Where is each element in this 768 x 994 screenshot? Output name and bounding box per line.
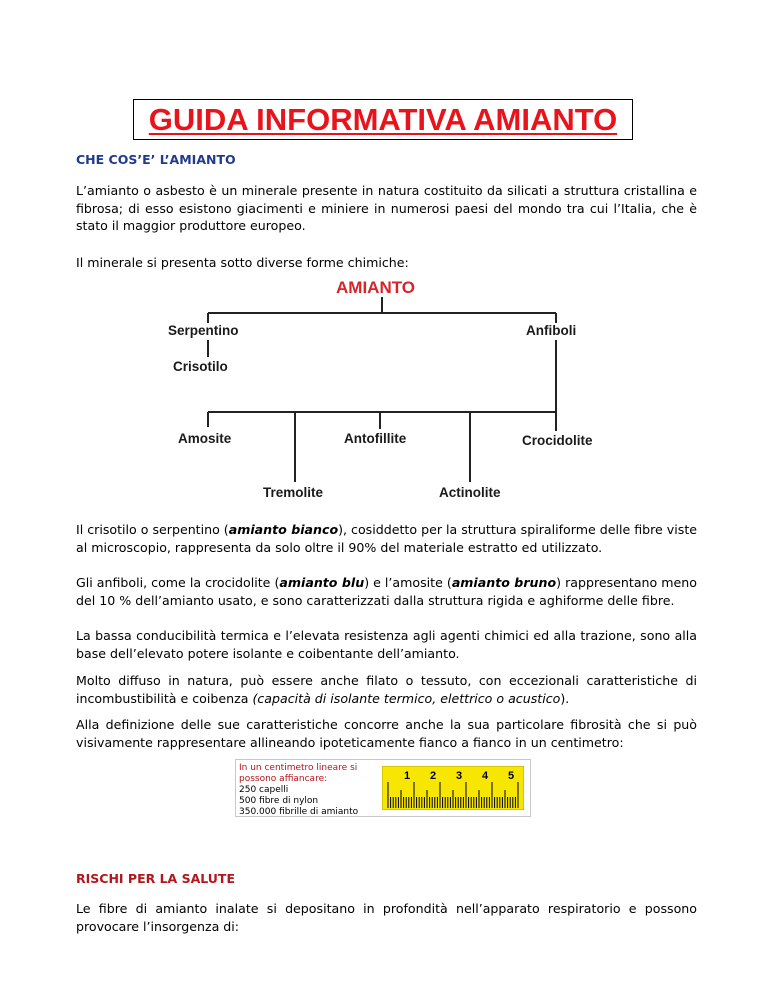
paragraph-health-risks: Le fibre di amianto inalate si depositano in profondità nell’apparato respiratorio e possono provocare l’insorgenza di: (76, 901, 697, 934)
diagram-node-anfiboli: Anfiboli (526, 323, 577, 338)
measuring-tape-icon (382, 766, 524, 810)
ruler-item-asbestos: 350.000 fibrille di amianto (239, 807, 359, 817)
diagram-connector-lines (160, 275, 600, 505)
ruler-item-nylon: 500 fibre di nylon (239, 796, 319, 806)
diagram-node-crisotilo: Crisotilo (173, 359, 228, 374)
ruler-number: 1 (404, 770, 411, 782)
diagram-node-amosite: Amosite (178, 431, 232, 446)
document-title: GUIDA INFORMATIVA AMIANTO (133, 99, 633, 140)
ruler-caption-line2: possono affiancare: (239, 774, 328, 784)
ruler-number: 3 (456, 770, 463, 782)
diagram-node-serpentino: Serpentino (168, 323, 239, 338)
ruler-caption (239, 763, 379, 818)
paragraph-properties: La bassa conducibilità termica e l’elevata resistenza agli agenti chimici ed alla trazione, sono alla base dell’elevato potere isolante e coibentante dell’amianto. (76, 628, 697, 661)
paragraph-chrysotile: Il crisotilo o serpentino (amianto bianco), cosiddetto per la struttura spiraliforme delle fibre viste al microscopio, rappresenta da solo oltre il 90% del materiale estratto ed utilizzato. (76, 522, 698, 555)
section-heading-health-risks: RISCHI PER LA SALUTE (76, 871, 235, 886)
diagram-root-amianto: AMIANTO (336, 278, 416, 297)
diagram-node-tremolite: Tremolite (263, 485, 324, 500)
section-heading-what-is: CHE COS’E’ L’AMIANTO (76, 152, 236, 167)
paragraph-uses: Molto diffuso in natura, può essere anche filato o tessuto, con eccezionali caratteristiche di incombustibilità e coibenza (capacità di isolante termico, elettrico o acustico). (76, 673, 697, 706)
paragraph-amphiboles: Gli anfiboli, come la crocidolite (amianto blu) e l’amosite (amianto bruno) rappresentano meno del 10 % dell’amianto usato, e sono caratterizzati dalla struttura rigida e aghiforme delle fibre. (76, 575, 697, 608)
ruler-number: 5 (508, 770, 515, 782)
paragraph-forms-intro: Il minerale si presenta sotto diverse forme chimiche: (76, 255, 409, 270)
ruler-number: 4 (482, 770, 489, 782)
diagram-node-crocidolite: Crocidolite (522, 433, 593, 448)
ruler-number: 2 (430, 770, 437, 782)
diagram-node-actinolite: Actinolite (439, 485, 501, 500)
ruler-caption-line1: In un centimetro lineare si (239, 763, 358, 773)
ruler-item-hair: 250 capelli (239, 785, 289, 795)
ruler-comparison-box (235, 759, 531, 817)
asbestos-classification-diagram (160, 275, 600, 505)
paragraph-fibrosity: Alla definizione delle sue caratteristiche concorre anche la sua particolare fibrosità che si può visivamente rappresentare allineando ipoteticamente fianco a fianco in un centimetro: (76, 717, 697, 750)
paragraph-definition: L’amianto o asbesto è un minerale presente in natura costituito da silicati a struttura cristallina e fibrosa; di esso esistono giacimenti e miniere in numerosi paesi del mondo tra cui l’Italia, che è stato il maggior produttore europeo. (76, 183, 697, 234)
diagram-node-antofillite: Antofillite (344, 431, 407, 446)
